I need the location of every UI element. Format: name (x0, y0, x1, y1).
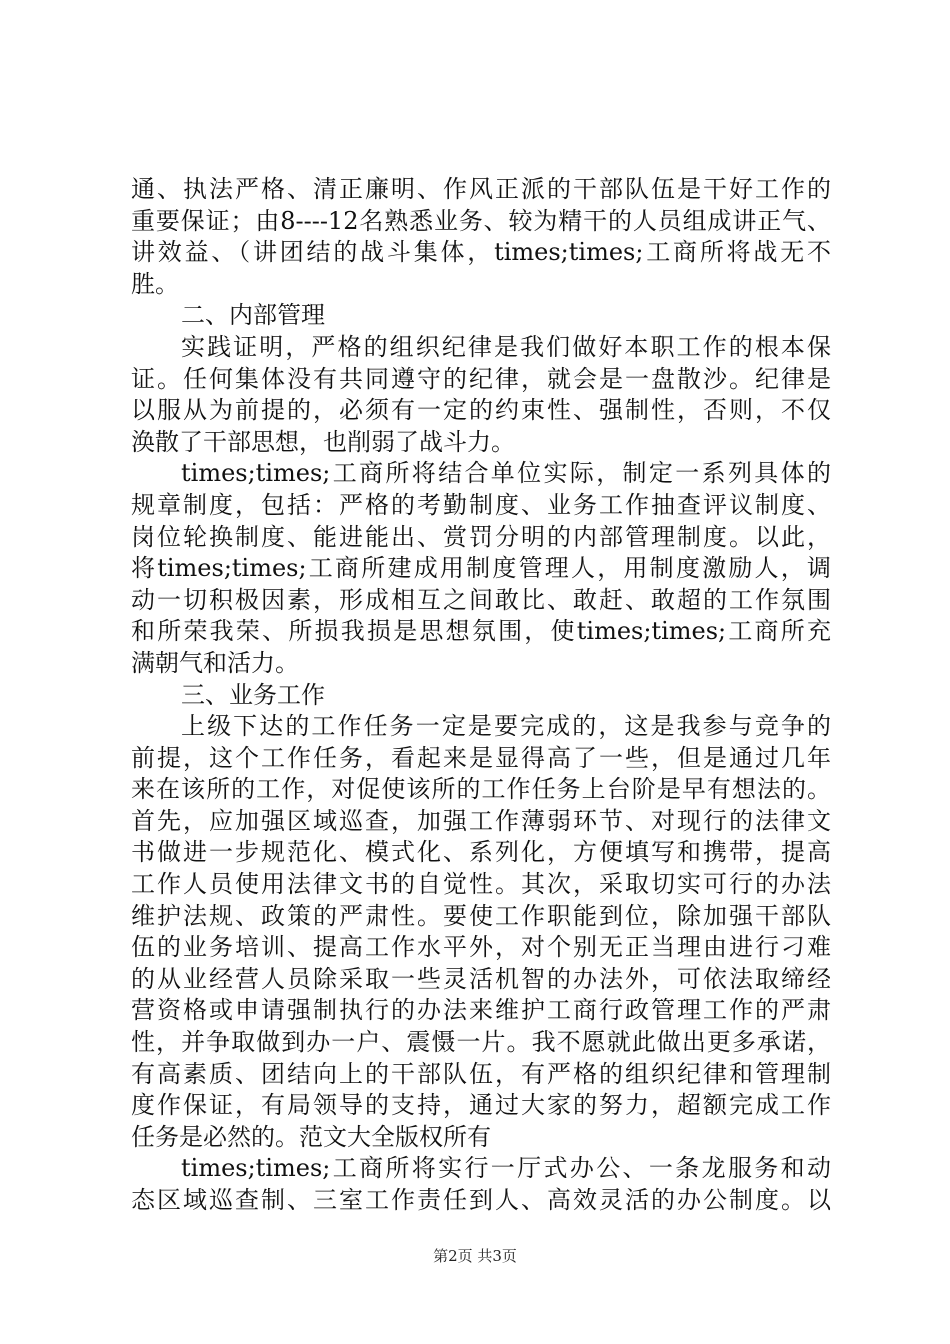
text-line: 重要保证；由8----12名熟悉业务、较为精干的人员组成讲正气、 (131, 206, 831, 235)
text-line: times;times;工商所将结合单位实际，制定一系列具体的 (181, 459, 831, 488)
text-line: 任务是必然的。范文大全版权所有 (131, 1122, 491, 1151)
text-line: 营资格或申请强制执行的办法来维护工商行政管理工作的严肃 (131, 996, 831, 1025)
text-line: 和所荣我荣、所损我损是思想氛围，使times;times;工商所充 (131, 617, 831, 646)
document-body (131, 174, 831, 1217)
text-line: 涣散了干部思想，也削弱了战斗力。 (131, 427, 515, 456)
text-line: 上级下达的工作任务一定是要完成的，这是我参与竞争的 (181, 712, 831, 741)
text-line: 维护法规、政策的严肃性。要使工作职能到位，除加强干部队 (131, 901, 831, 930)
page-footer: 第2页 共3页 (433, 1247, 517, 1265)
text-line: 性，并争取做到办一户、震慑一片。我不愿就此做出更多承诺， (131, 1028, 831, 1057)
text-line: 有高素质、团结向上的干部队伍，有严格的组织纪律和管理制 (131, 1059, 831, 1088)
text-line: 的从业经营人员除采取一些灵活机智的办法外，可依法取缔经 (131, 964, 831, 993)
text-line: 证。任何集体没有共同遵守的纪律，就会是一盘散沙。纪律是 (131, 364, 831, 393)
text-line: 通、执法严格、清正廉明、作风正派的干部队伍是干好工作的 (131, 175, 831, 203)
text-line: 以服从为前提的，必须有一定的约束性、强制性，否则，不仅 (131, 396, 831, 425)
text-line: 工作人员使用法律文书的自觉性。其次，采取切实可行的办法 (131, 870, 831, 899)
text-line: 岗位轮换制度、能进能出、赏罚分明的内部管理制度。以此， (131, 522, 831, 551)
text-line: 满朝气和活力。 (131, 648, 299, 677)
text-line: 动一切积极因素，形成相互之间敢比、敢赶、敢超的工作氛围 (131, 585, 831, 614)
text-line: 规章制度，包括：严格的考勤制度、业务工作抽查评议制度、 (131, 490, 831, 519)
text-line: 来在该所的工作，对促使该所的工作任务上台阶是早有想法的。 (131, 775, 831, 804)
section-heading: 二、内部管理 (181, 301, 325, 330)
text-line: 讲效益、（讲团结的战斗集体，times;times;工商所将战无不 (131, 238, 831, 267)
text-line: 伍的业务培训、提高工作水平外，对个别无正当理由进行刁难 (131, 933, 831, 962)
text-line: times;times;工商所将实行一厅式办公、一条龙服务和动 (181, 1154, 831, 1183)
text-line: 度作保证，有局领导的支持，通过大家的努力，超额完成工作 (131, 1091, 831, 1120)
text-line: 胜。 (131, 269, 179, 298)
text-line: 首先，应加强区域巡查，加强工作薄弱环节、对现行的法律文 (131, 806, 831, 835)
text-line: 将times;times;工商所建成用制度管理人，用制度激励人，调 (131, 554, 831, 583)
section-heading: 三、业务工作 (181, 680, 325, 709)
text-line: 书做进一步规范化、模式化、系列化，方便填写和携带，提高 (131, 838, 831, 867)
text-line: 实践证明，严格的组织纪律是我们做好本职工作的根本保 (181, 332, 831, 361)
text-line: 前提，这个工作任务，看起来是显得高了一些，但是通过几年 (131, 743, 831, 772)
text-line: 态区域巡查制、三室工作责任到人、高效灵活的办公制度。以 (131, 1186, 831, 1214)
